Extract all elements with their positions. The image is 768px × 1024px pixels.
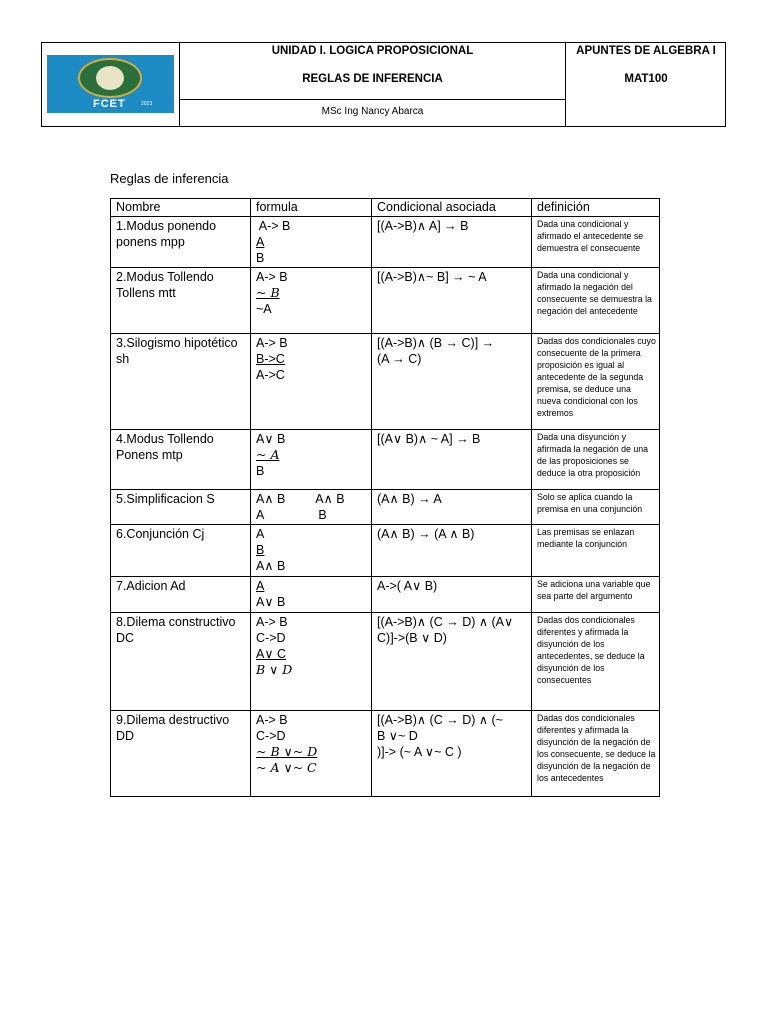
formula-line: A-> B [256, 270, 288, 284]
formula-line: A∧ B [256, 492, 286, 506]
rule-definition: Dada una condicional y afirmado el antecedente se demuestra el consecuente [532, 217, 660, 268]
table-row [111, 217, 660, 268]
rule-formula [251, 334, 372, 430]
rule-formula [251, 613, 372, 711]
table-row [111, 613, 660, 711]
rule-name: 4.Modus Tollendo Ponens mtp [111, 430, 251, 490]
author-row [180, 99, 565, 127]
column-header: definición [532, 199, 660, 217]
formula-line: B [256, 464, 265, 478]
table-row [111, 490, 660, 525]
table-row [111, 525, 660, 577]
table-row [111, 711, 660, 797]
unit-title: UNIDAD I. LOGICA PROPOSICIONAL [271, 45, 474, 57]
column-header: formula [251, 199, 372, 217]
table-row [111, 577, 660, 613]
formula-line: A-> B [256, 336, 288, 350]
rule-conditional [372, 334, 532, 430]
formula-line: A-> B [256, 713, 288, 727]
conditional-line: [(A->B)∧ (C → D) ∧ (~ [377, 713, 503, 727]
course-cell [566, 43, 726, 126]
formula-line: A∧ B [256, 559, 286, 573]
section-title: Reglas de inferencia [110, 171, 229, 186]
subject-title: APUNTES DE ALGEBRA I [576, 45, 716, 57]
rule-name: 8.Dilema constructivo DC [111, 613, 251, 711]
table-header-row [111, 199, 660, 217]
title-cell [180, 43, 566, 126]
rule-definition: Las premisas se enlazan mediante la conjunción [532, 525, 660, 577]
formula-line: B->C [256, 352, 285, 366]
table-row [111, 334, 660, 430]
logo-cell [42, 43, 180, 126]
formula-line: ~A [256, 302, 272, 316]
rule-conditional: (A∧ B) → (A ∧ B) [372, 525, 532, 577]
author: MSc Ing Nancy Abarca [321, 106, 424, 117]
rule-conditional: (A∧ B) → A [372, 490, 532, 525]
conditional-line: )]-> (~ A ∨~ C ) [377, 745, 462, 759]
logo-superscript: 2023 [141, 101, 153, 107]
rule-definition: Solo se aplica cuando la premisa en una conjunción [532, 490, 660, 525]
formula-line: A∨ B [256, 432, 286, 446]
rule-name: 5.Simplificacion S [111, 490, 251, 525]
rule-name: 2.Modus Tollendo Tollens mtt [111, 268, 251, 334]
table-row [111, 268, 660, 334]
formula-line: ~ A [256, 447, 280, 462]
formula-line: C->D [256, 729, 286, 743]
formula-line: C->D [256, 631, 286, 645]
rule-formula [251, 217, 372, 268]
conditional-line: [(A->B)∧ (C → D) ∧ (A∨ [377, 615, 514, 629]
formula-line: B [256, 251, 265, 265]
formula-line: B ∨ D [256, 662, 293, 677]
rule-conditional: [(A∨ B)∧ ~ A] → B [372, 430, 532, 490]
rule-conditional: [(A->B)∧~ B] → ~ A [372, 268, 532, 334]
rule-formula [251, 711, 372, 797]
formula-line: A [256, 235, 265, 249]
conditional-line: [(A->B)∧ (B → C)] → [377, 336, 495, 350]
conditional-line: B ∨~ D [377, 729, 418, 743]
formula-line: A∨ B [256, 595, 286, 609]
rule-name: 3.Silogismo hipotético sh [111, 334, 251, 430]
formula-line: A [256, 527, 265, 541]
rule-name: 7.Adicion Ad [111, 577, 251, 613]
rule-name: 6.Conjunción Cj [111, 525, 251, 577]
subtitle: REGLAS DE INFERENCIA [302, 73, 443, 85]
formula-line: ~ A ∨~ C [256, 760, 317, 775]
document-header [41, 42, 726, 127]
rule-definition: Dada una disyunción y afirmada la negación de una de las proposiciones se deduce la otra proposición [532, 430, 660, 490]
column-header: Condicional asociada [372, 199, 532, 217]
rule-formula [251, 490, 372, 525]
rule-definition: Dada una condicional y afirmado la negación del consecuente se demuestra la negación del antecedente [532, 268, 660, 334]
formula-line: B [318, 508, 327, 522]
rule-name: 1.Modus ponendo ponens mpp [111, 217, 251, 268]
rule-conditional: [(A->B)∧ A] → B [372, 217, 532, 268]
faculty-logo [47, 55, 174, 113]
inference-rules-table [110, 198, 660, 797]
rule-definition: Dadas dos condicionales diferentes y afirmada la disyunción de la negación de los consecuente, se deduce la disyunción de la negación de los antecedentes [532, 711, 660, 797]
rule-conditional [372, 711, 532, 797]
conditional-line: (A → C) [377, 352, 422, 366]
rule-definition: Dadas dos condicionales diferentes y afirmada la disyunción de los antecedentes, se deduce la disyunción de los consecuentes [532, 613, 660, 711]
rule-formula [251, 430, 372, 490]
formula-line: ~ B ∨~ D [256, 744, 318, 759]
formula-line: B [256, 543, 265, 557]
formula-line: A->C [256, 368, 285, 382]
rule-name: 9.Dilema destructivo DD [111, 711, 251, 797]
university-seal-icon [78, 58, 142, 98]
formula-line: A-> B [256, 219, 291, 233]
column-header: Nombre [111, 199, 251, 217]
rule-formula [251, 577, 372, 613]
rule-formula [251, 525, 372, 577]
table-row [111, 430, 660, 490]
rule-definition: Dadas dos condicionales cuyo consecuente de la primera proposición es igual al antecedente de la segunda premisa, se deduce una nueva condicional con los extremos [532, 334, 660, 430]
rule-conditional: A->( A∨ B) [372, 577, 532, 613]
formula-line: ~ B [256, 285, 280, 300]
rule-definition: Se adiciona una variable que sea parte del argumento [532, 577, 660, 613]
conditional-line: C)]->(B ∨ D) [377, 631, 447, 645]
formula-line: A∨ C [256, 647, 286, 661]
formula-line: A-> B [256, 615, 288, 629]
rule-conditional [372, 613, 532, 711]
formula-line: A∧ B [315, 492, 345, 506]
logo-text: FCET [93, 98, 126, 110]
rule-formula [251, 268, 372, 334]
formula-line: A [256, 579, 265, 593]
formula-line: A [256, 508, 265, 522]
course-code: MAT100 [624, 73, 668, 85]
